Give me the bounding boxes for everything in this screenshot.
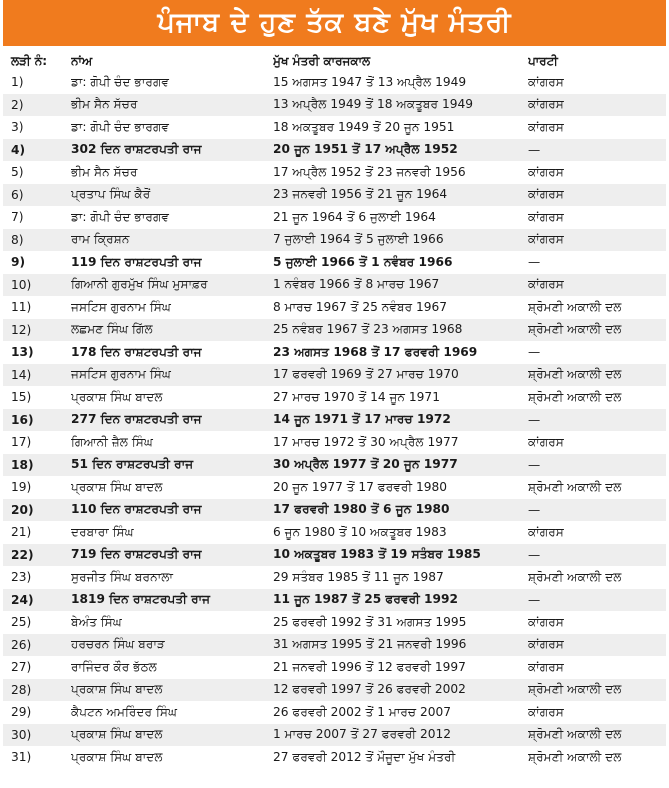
row-party: ਕਾਂਗਰਸ: [528, 119, 564, 134]
row-serial-number: 19): [11, 480, 32, 495]
row-party: —: [528, 255, 541, 270]
table-row: [3, 454, 666, 477]
row-name: 719 ਦਿਨ ਰਾਸ਼ਟਰਪਤੀ ਰਾਜ: [71, 547, 202, 562]
row-party: ਕਾਂਗਰਸ: [528, 659, 564, 674]
row-party: ਸ਼੍ਰੋਮਣੀ ਅਕਾਲੀ ਦਲ: [528, 322, 622, 337]
row-term: 26 ਫਰਵਰੀ 2002 ਤੋਂ 1 ਮਾਰਚ 2007: [273, 704, 451, 719]
row-serial-number: 10): [11, 277, 32, 292]
row-term: 1 ਨਵੰਬਰ 1966 ਤੋਂ 8 ਮਾਰਚ 1967: [273, 277, 440, 292]
row-party: ਸ਼੍ਰੋਮਣੀ ਅਕਾਲੀ ਦਲ: [528, 299, 622, 314]
row-serial-number: 14): [11, 367, 32, 382]
header-serial-number: ਲੜੀ ਨੰ:: [11, 53, 48, 68]
row-name: 110 ਦਿਨ ਰਾਸ਼ਟਰਪਤੀ ਰਾਜ: [71, 502, 202, 517]
row-term: 7 ਜੁਲਾਈ 1964 ਤੋਂ 5 ਜੁਲਾਈ 1966: [273, 232, 444, 247]
table-row: [3, 409, 666, 432]
table-row: [3, 229, 666, 252]
row-name: ਡਾ: ਗੋਪੀ ਚੰਦ ਭਾਰਗਵ: [71, 119, 170, 134]
row-serial-number: 15): [11, 390, 32, 405]
row-party: —: [528, 547, 541, 562]
row-name: ਰਾਜਿੰਦਰ ਕੌਰ ਭੱਠਲ: [71, 659, 157, 674]
table-row: [3, 431, 666, 454]
row-name: ਹਰਚਰਨ ਸਿੰਘ ਬਰਾੜ: [71, 637, 165, 652]
row-party: ਕਾਂਗਰਸ: [528, 232, 564, 247]
row-party: ਕਾਂਗਰਸ: [528, 277, 564, 292]
row-term: 21 ਜੂਨ 1964 ਤੋਂ 6 ਜੁਲਾਈ 1964: [273, 209, 436, 224]
row-serial-number: 21): [11, 525, 32, 540]
row-term: 29 ਸਤੰਬਰ 1985 ਤੋਂ 11 ਜੂਨ 1987: [273, 569, 444, 584]
row-party: —: [528, 592, 541, 607]
row-party: —: [528, 457, 541, 472]
row-serial-number: 28): [11, 682, 32, 697]
row-name: ਪ੍ਰਕਾਸ਼ ਸਿੰਘ ਬਾਦਲ: [71, 479, 163, 494]
table-row: [3, 296, 666, 319]
row-term: 31 ਅਗਸਤ 1995 ਤੋਂ 21 ਜਨਵਰੀ 1996: [273, 637, 467, 652]
table-row: [3, 274, 666, 297]
row-serial-number: 5): [11, 165, 24, 180]
row-term: 6 ਜੂਨ 1980 ਤੋਂ 10 ਅਕਤੂਬਰ 1983: [273, 524, 447, 539]
table-row: [3, 476, 666, 499]
row-serial-number: 4): [11, 142, 26, 157]
table-row: [3, 139, 666, 162]
table-row: [3, 386, 666, 409]
row-serial-number: 16): [11, 412, 34, 427]
row-name: ਪ੍ਰਕਾਸ਼ ਸਿੰਘ ਬਾਦਲ: [71, 389, 163, 404]
table-row: [3, 589, 666, 612]
row-term: 20 ਜੂਨ 1977 ਤੋਂ 17 ਫਰਵਰੀ 1980: [273, 479, 448, 494]
row-serial-number: 11): [11, 300, 32, 315]
table-row: [3, 544, 666, 567]
row-name: ਸੁਰਜੀਤ ਸਿੰਘ ਬਰਨਾਲਾ: [71, 569, 173, 584]
row-term: 23 ਅਗਸਤ 1968 ਤੋਂ 17 ਫਰਵਰੀ 1969: [273, 344, 478, 359]
row-term: 30 ਅਪ੍ਰੈਲ 1977 ਤੋਂ 20 ਜੂਨ 1977: [273, 457, 458, 472]
row-name: ਬੇਅੰਤ ਸਿੰਘ: [71, 614, 122, 629]
table-header: [3, 51, 666, 71]
row-term: 25 ਨਵੰਬਰ 1967 ਤੋਂ 23 ਅਗਸਤ 1968: [273, 322, 463, 337]
row-party: ਸ਼੍ਰੋਮਣੀ ਅਕਾਲੀ ਦਲ: [528, 389, 622, 404]
row-party: ਸ਼੍ਰੋਮਣੀ ਅਕਾਲੀ ਦਲ: [528, 727, 622, 742]
row-serial-number: 7): [11, 210, 24, 225]
row-term: 17 ਅਪ੍ਰੈਲ 1952 ਤੋਂ 23 ਜਨਵਰੀ 1956: [273, 164, 466, 179]
row-serial-number: 8): [11, 232, 24, 247]
row-term: 5 ਜੁਲਾਈ 1966 ਤੋਂ 1 ਨਵੰਬਰ 1966: [273, 254, 453, 269]
table-row: [3, 656, 666, 679]
table-row: [3, 341, 666, 364]
row-party: ਸ਼੍ਰੋਮਣੀ ਅਕਾਲੀ ਦਲ: [528, 367, 622, 382]
row-serial-number: 24): [11, 592, 34, 607]
header-party: ਪਾਰਟੀ: [528, 53, 558, 68]
row-serial-number: 18): [11, 457, 34, 472]
table-row: [3, 319, 666, 342]
row-name: ਡਾ: ਗੋਪੀ ਚੰਦ ਭਾਰਗਵ: [71, 74, 170, 89]
row-term: 21 ਜਨਵਰੀ 1996 ਤੋਂ 12 ਫਰਵਰੀ 1997: [273, 659, 466, 674]
table-row: [3, 251, 666, 274]
row-serial-number: 23): [11, 570, 32, 585]
row-term: 25 ਫਰਵਰੀ 1992 ਤੋਂ 31 ਅਗਸਤ 1995: [273, 614, 467, 629]
row-party: ਸ਼੍ਰੋਮਣੀ ਅਕਾਲੀ ਦਲ: [528, 749, 622, 764]
table-row: [3, 116, 666, 139]
row-term: 20 ਜੂਨ 1951 ਤੋਂ 17 ਅਪ੍ਰੈਲ 1952: [273, 142, 458, 157]
row-party: ਕਾਂਗਰਸ: [528, 209, 564, 224]
table-row: [3, 566, 666, 589]
row-term: 1 ਮਾਰਚ 2007 ਤੋਂ 27 ਫਰਵਰੀ 2012: [273, 727, 451, 742]
row-term: 14 ਜੂਨ 1971 ਤੋਂ 17 ਮਾਰਚ 1972: [273, 412, 451, 427]
row-name: 277 ਦਿਨ ਰਾਸ਼ਟਰਪਤੀ ਰਾਜ: [71, 412, 202, 427]
table-row: [3, 71, 666, 94]
row-serial-number: 20): [11, 502, 34, 517]
table-row: [3, 611, 666, 634]
row-name: ਜਸਟਿਸ ਗੁਰਨਾਮ ਸਿੰਘ: [71, 367, 171, 382]
row-name: ਭੀਮ ਸੈਨ ਸੱਚਰ: [71, 164, 138, 179]
table-row: [3, 206, 666, 229]
row-party: ਸ਼੍ਰੋਮਣੀ ਅਕਾਲੀ ਦਲ: [528, 479, 622, 494]
row-term: 17 ਮਾਰਚ 1972 ਤੋਂ 30 ਅਪ੍ਰੈਲ 1977: [273, 434, 459, 449]
row-party: ਸ਼੍ਰੋਮਣੀ ਅਕਾਲੀ ਦਲ: [528, 569, 622, 584]
table-row: [3, 679, 666, 702]
row-serial-number: 25): [11, 615, 32, 630]
row-name: 119 ਦਿਨ ਰਾਸ਼ਟਰਪਤੀ ਰਾਜ: [71, 254, 202, 269]
row-name: ਰਾਮ ਕ੍ਰਿਸ਼ਨ: [71, 232, 130, 247]
row-name: ਗਿਆਨੀ ਜ਼ੈਲ ਸਿੰਘ: [71, 434, 153, 449]
row-name: 178 ਦਿਨ ਰਾਸ਼ਟਰਪਤੀ ਰਾਜ: [71, 344, 202, 359]
table-row: [3, 364, 666, 387]
table-row: [3, 634, 666, 657]
table-row: [3, 499, 666, 522]
row-party: ਕਾਂਗਰਸ: [528, 614, 564, 629]
row-term: 13 ਅਪ੍ਰੈਲ 1949 ਤੋਂ 18 ਅਕਤੂਬਰ 1949: [273, 97, 473, 112]
row-name: 51 ਦਿਨ ਰਾਸ਼ਟਰਪਤੀ ਰਾਜ: [71, 457, 194, 472]
row-name: ਗਿਆਨੀ ਗੁਰਮੁੱਖ ਸਿੰਘ ਮੁਸਾਫ਼ਰ: [71, 277, 208, 292]
row-term: 12 ਫਰਵਰੀ 1997 ਤੋਂ 26 ਫਰਵਰੀ 2002: [273, 682, 466, 697]
row-serial-number: 26): [11, 637, 32, 652]
row-party: ਕਾਂਗਰਸ: [528, 74, 564, 89]
row-party: —: [528, 502, 541, 517]
row-party: ਕਾਂਗਰਸ: [528, 637, 564, 652]
row-name: ਕੈਪਟਨ ਅਮਰਿੰਦਰ ਸਿੰਘ: [71, 704, 178, 719]
row-serial-number: 3): [11, 120, 24, 135]
row-name: ਪ੍ਰਤਾਪ ਸਿੰਘ ਕੈਰੋਂ: [71, 187, 151, 202]
row-serial-number: 17): [11, 435, 32, 450]
row-party: ਕਾਂਗਰਸ: [528, 97, 564, 112]
row-party: ਕਾਂਗਰਸ: [528, 164, 564, 179]
row-serial-number: 22): [11, 547, 34, 562]
row-name: ਡਾ: ਗੋਪੀ ਚੰਦ ਭਾਰਗਵ: [71, 209, 170, 224]
page-title: ਪੰਜਾਬ ਦੇ ਹੁਣ ਤੱਕ ਬਣੇ ਮੁੱਖ ਮੰਤਰੀ: [3, 0, 666, 46]
row-party: —: [528, 345, 541, 360]
row-serial-number: 1): [11, 75, 24, 90]
row-term: 18 ਅਕਤੂਬਰ 1949 ਤੋਂ 20 ਜੂਨ 1951: [273, 119, 455, 134]
table-row: [3, 701, 666, 724]
row-serial-number: 13): [11, 345, 34, 360]
row-party: —: [528, 412, 541, 427]
header-name: ਨਾਂਅ: [71, 53, 93, 68]
row-name: 302 ਦਿਨ ਰਾਸ਼ਟਰਪਤੀ ਰਾਜ: [71, 142, 202, 157]
row-party: ਕਾਂਗਰਸ: [528, 704, 564, 719]
row-term: 17 ਫਰਵਰੀ 1969 ਤੋਂ 27 ਮਾਰਚ 1970: [273, 367, 459, 382]
row-party: ਕਾਂਗਰਸ: [528, 524, 564, 539]
row-name: ਦਰਬਾਰਾ ਸਿੰਘ: [71, 524, 134, 539]
row-party: —: [528, 142, 541, 157]
row-party: ਕਾਂਗਰਸ: [528, 434, 564, 449]
row-name: ਪ੍ਰਕਾਸ਼ ਸਿੰਘ ਬਾਦਲ: [71, 727, 163, 742]
table-row: [3, 184, 666, 207]
row-serial-number: 31): [11, 750, 32, 765]
row-term: 8 ਮਾਰਚ 1967 ਤੋਂ 25 ਨਵੰਬਰ 1967: [273, 299, 448, 314]
row-party: ਸ਼੍ਰੋਮਣੀ ਅਕਾਲੀ ਦਲ: [528, 682, 622, 697]
row-term: 10 ਅਕਤੂਬਰ 1983 ਤੋਂ 19 ਸਤੰਬਰ 1985: [273, 547, 481, 562]
row-serial-number: 12): [11, 322, 32, 337]
row-serial-number: 2): [11, 97, 24, 112]
row-name: ਪ੍ਰਕਾਸ਼ ਸਿੰਘ ਬਾਦਲ: [71, 682, 163, 697]
row-term: 23 ਜਨਵਰੀ 1956 ਤੋਂ 21 ਜੂਨ 1964: [273, 187, 448, 202]
row-name: ਲਛਮਣ ਸਿੰਘ ਗਿੱਲ: [71, 322, 153, 337]
row-serial-number: 27): [11, 660, 32, 675]
table-row: [3, 94, 666, 117]
row-term: 11 ਜੂਨ 1987 ਤੋਂ 25 ਫਰਵਰੀ 1992: [273, 592, 458, 607]
row-serial-number: 6): [11, 187, 24, 202]
row-party: ਕਾਂਗਰਸ: [528, 187, 564, 202]
table-row: [3, 724, 666, 747]
row-name: 1819 ਦਿਨ ਰਾਸ਼ਟਰਪਤੀ ਰਾਜ: [71, 592, 211, 607]
header-term: ਮੁੱਖ ਮੰਤਰੀ ਕਾਰਜਕਾਲ: [273, 53, 371, 68]
row-name: ਜਸਟਿਸ ਗੁਰਨਾਮ ਸਿੰਘ: [71, 299, 171, 314]
table-row: [3, 161, 666, 184]
table-row: [3, 521, 666, 544]
table-body: [3, 71, 666, 769]
row-name: ਪ੍ਰਕਾਸ਼ ਸਿੰਘ ਬਾਦਲ: [71, 749, 163, 764]
row-term: 27 ਮਾਰਚ 1970 ਤੋਂ 14 ਜੂਨ 1971: [273, 389, 440, 404]
row-term: 15 ਅਗਸਤ 1947 ਤੋਂ 13 ਅਪ੍ਰੈਲ 1949: [273, 74, 467, 89]
row-serial-number: 9): [11, 255, 26, 270]
table-row: [3, 746, 666, 769]
row-serial-number: 30): [11, 727, 32, 742]
row-name: ਭੀਮ ਸੈਨ ਸੱਚਰ: [71, 97, 138, 112]
row-term: 17 ਫਰਵਰੀ 1980 ਤੋਂ 6 ਜੂਨ 1980: [273, 502, 450, 517]
row-term: 27 ਫਰਵਰੀ 2012 ਤੋਂ ਮੌਜੂਦਾ ਮੁੱਖ ਮੰਤਰੀ: [273, 749, 456, 764]
row-serial-number: 29): [11, 705, 32, 720]
